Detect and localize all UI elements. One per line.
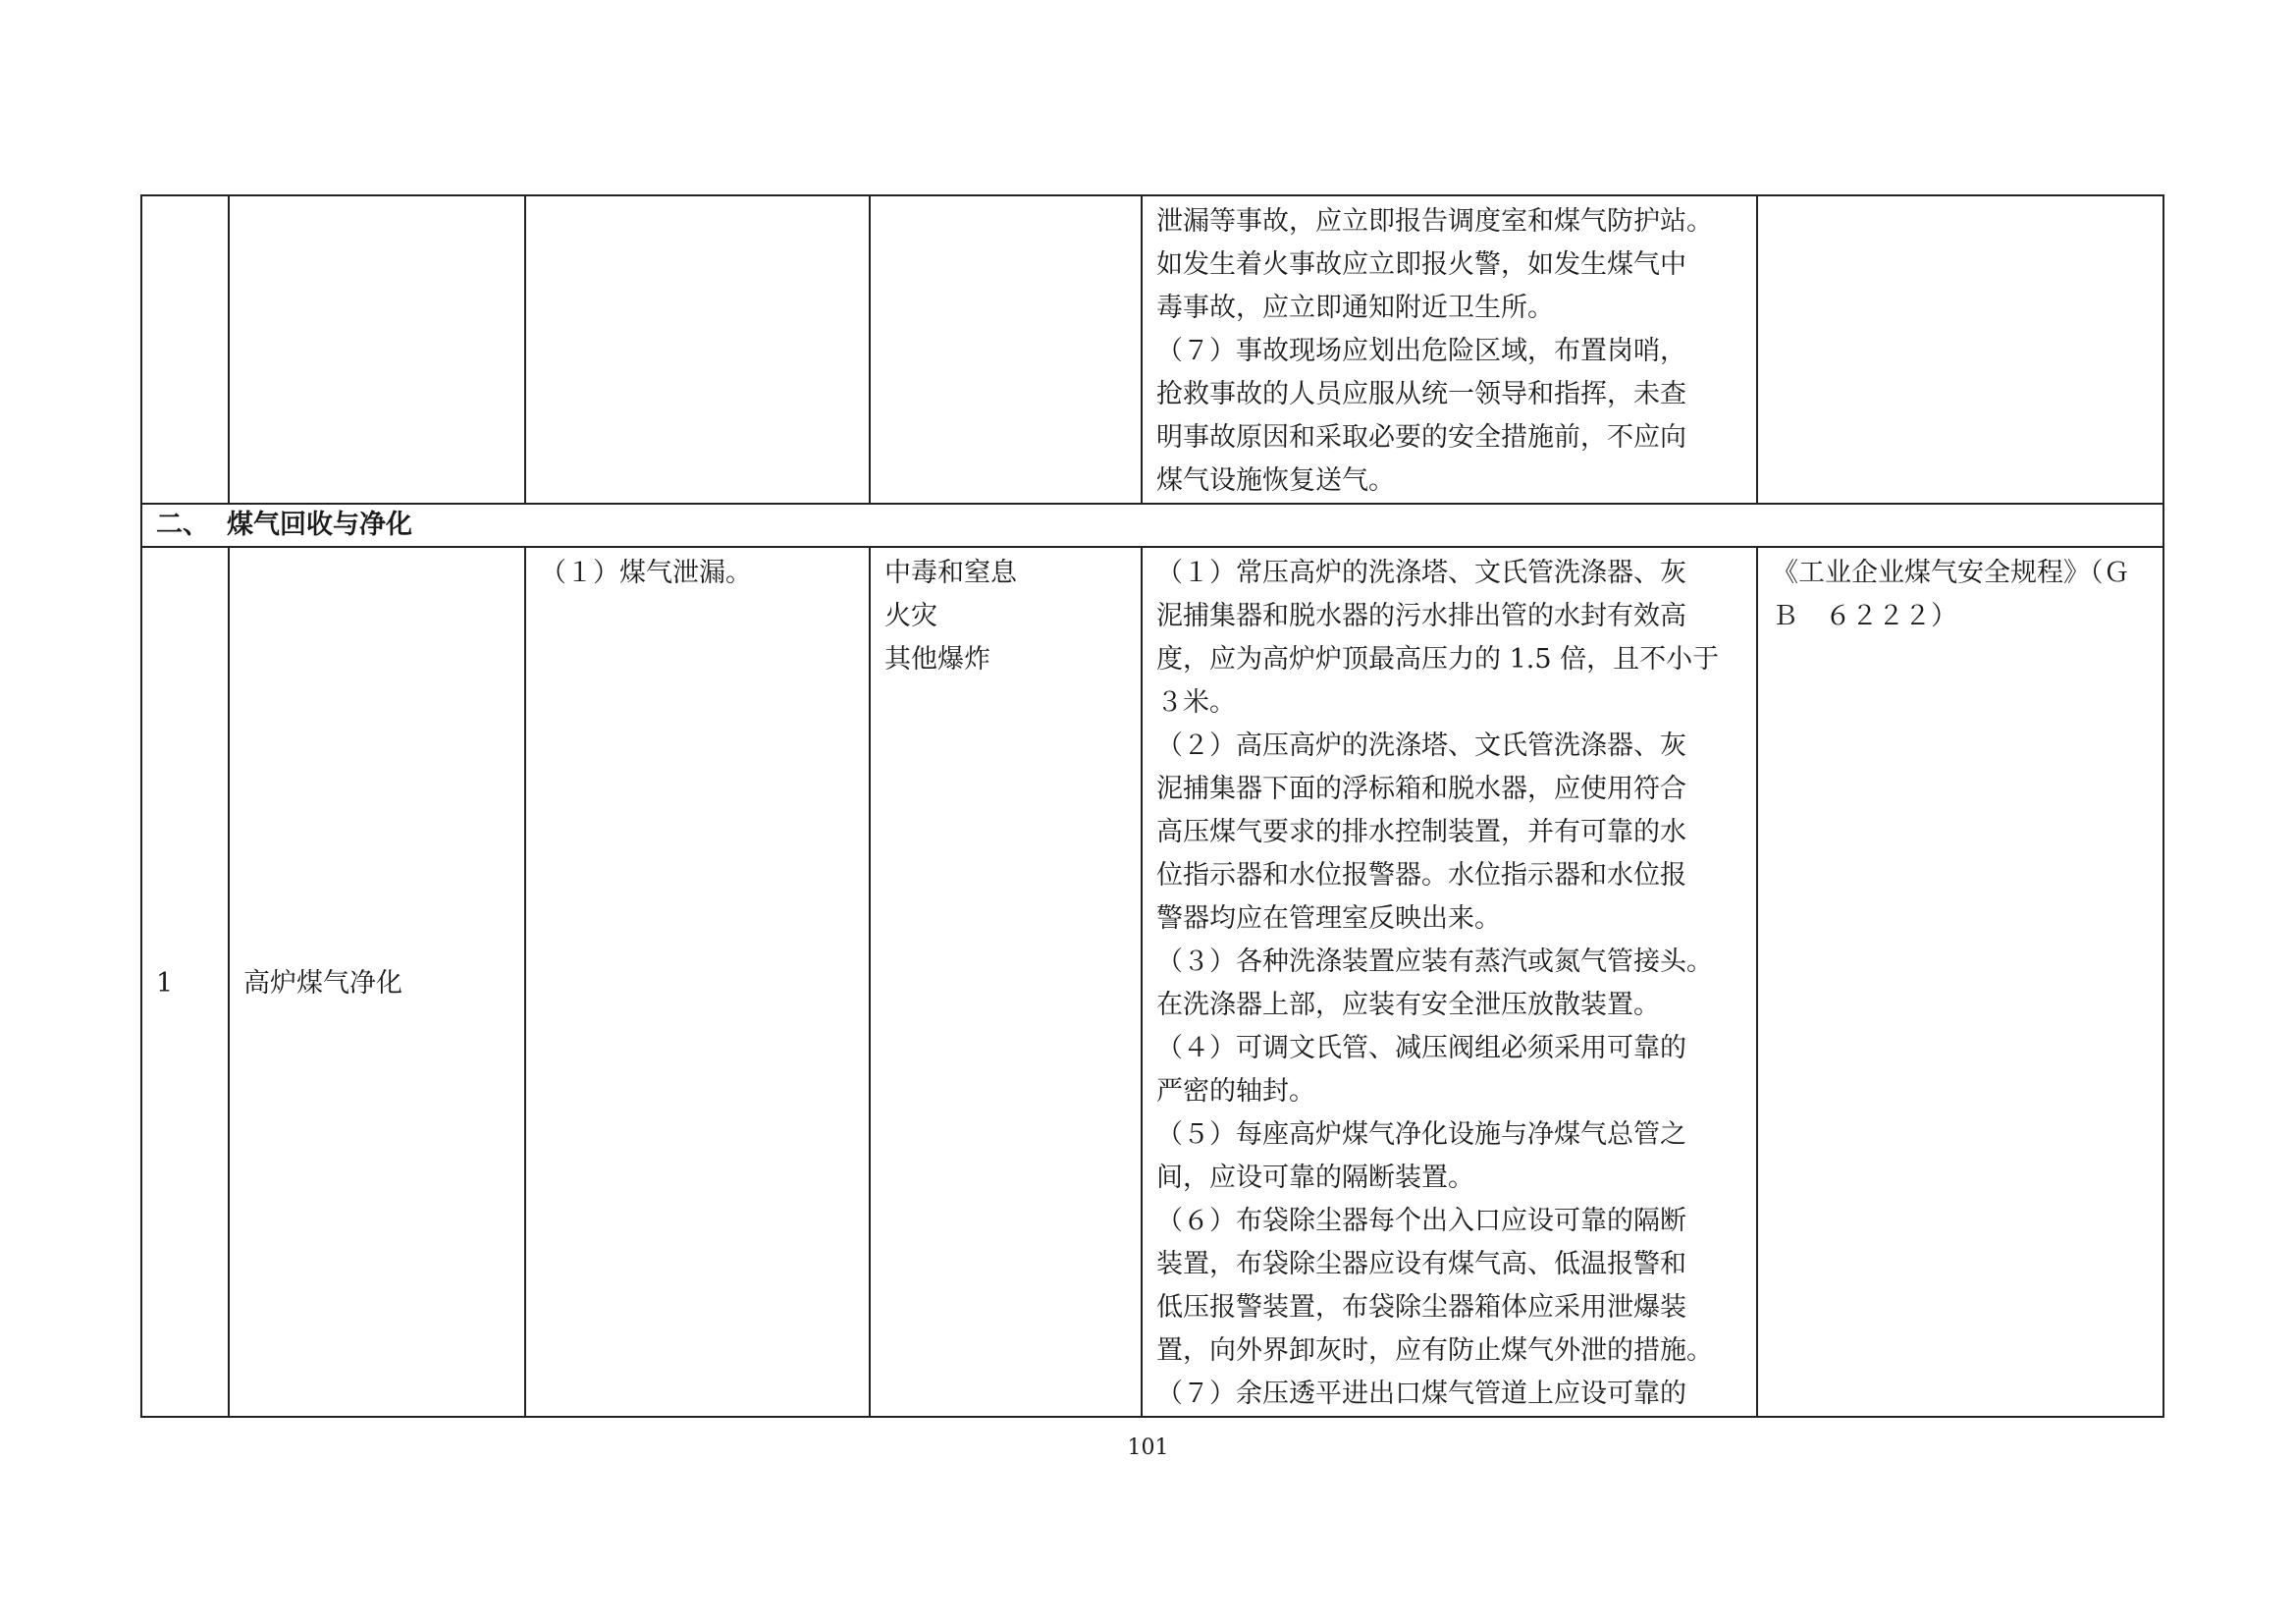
cell-hazard-empty [525,195,870,504]
cell-index [141,547,229,1417]
measure-line: 抢救事故的人员应服从统一领导和指挥，未查 [1156,379,1686,409]
measure-line: 泥捕集器和脱水器的污水排出管的水封有效高 [1156,601,1686,631]
measure-line: 间，应设可靠的隔断装置。 [1156,1163,1474,1193]
measure-line: （２）高压高炉的洗涤塔、文氏管洗涤器、灰 [1156,731,1686,761]
measure-line: ３米。 [1156,687,1236,718]
cell-accident-types [870,547,1142,1417]
section-header-row [141,504,2163,547]
measure-line: 高压煤气要求的排水控制装置，并有可靠的水 [1156,817,1686,847]
measure-line: 毒事故，应立即通知附近卫生所。 [1156,293,1554,323]
section-header-cell [141,504,2163,547]
continued-row [141,195,2163,504]
measure-line: 低压报警装置，布袋除尘器箱体应采用泄爆装 [1156,1292,1686,1323]
cell-name [229,547,525,1417]
measure-line: 泄漏等事故，应立即报告调度室和煤气防护站。 [1156,206,1713,237]
measure-line: 警器均应在管理室反映出来。 [1156,903,1501,934]
measure-line: （７）余压透平进出口煤气管道上应设可靠的 [1156,1379,1686,1409]
measure-line: （４）可调文氏管、减压阀组必须采用可靠的 [1156,1033,1686,1063]
cell-hazard-source [525,547,870,1417]
section-number: 二、 [156,510,209,540]
table-row [141,547,2163,1417]
cell-basis-empty [1757,195,2163,504]
measure-line: （６）布袋除尘器每个出入口应设可靠的隔断 [1156,1206,1686,1236]
cell-measures-continued [1142,195,1757,504]
cell-measures [1142,547,1757,1417]
basis-line: Ｂ ６２２２） [1772,601,1957,631]
measures-text [1143,196,1756,503]
measure-line: （３）各种洗涤装置应装有蒸汽或氮气管接头。 [1156,947,1713,977]
measure-line: 煤气设施恢复送气。 [1156,465,1395,496]
hazard-table [140,194,2164,1418]
measure-line: 在洗涤器上部，应装有安全泄压放散装置。 [1156,990,1660,1020]
cell-basis [1757,547,2163,1417]
row-index: 1 [156,968,174,999]
basis-text [1758,548,2163,638]
measure-line: 置，向外界卸灰时，应有防止煤气外泄的措施。 [1156,1335,1713,1366]
accident-type: 其他爆炸 [884,644,990,675]
accident-type: 中毒和窒息 [884,558,1017,588]
measure-line: （１）常压高炉的洗涤塔、文氏管洗涤器、灰 [1156,558,1686,588]
measure-line: 度，应为高炉炉顶最高压力的 1.5 倍，且不小于 [1156,644,1720,675]
row-name: 高炉煤气净化 [243,968,402,999]
measure-line: （７）事故现场应划出危险区域，布置岗哨， [1156,336,1686,366]
measure-line: （５）每座高炉煤气净化设施与净煤气总管之 [1156,1119,1686,1150]
cell-index-empty [141,195,229,504]
cell-accident-empty [870,195,1142,504]
accident-type: 火灾 [884,601,937,631]
measure-line: 明事故原因和采取必要的安全措施前，不应向 [1156,422,1686,453]
accident-types-list [871,548,1141,681]
section-title: 煤气回收与净化 [227,510,412,540]
hazard-source: （１）煤气泄漏。 [540,558,752,588]
page-number: 101 [1127,1435,1169,1460]
basis-line: 《工业企业煤气安全规程》（Ｇ [1772,558,2130,588]
measure-line: 如发生着火事故应立即报火警，如发生煤气中 [1156,249,1686,280]
measure-line: 严密的轴封。 [1156,1076,1315,1107]
measures-text [1143,548,1756,1416]
measure-line: 位指示器和水位报警器。水位指示器和水位报 [1156,860,1686,891]
measure-line: 泥捕集器下面的浮标箱和脱水器，应使用符合 [1156,774,1686,804]
measure-line: 装置，布袋除尘器应设有煤气高、低温报警和 [1156,1249,1686,1279]
cell-name-empty [229,195,525,504]
